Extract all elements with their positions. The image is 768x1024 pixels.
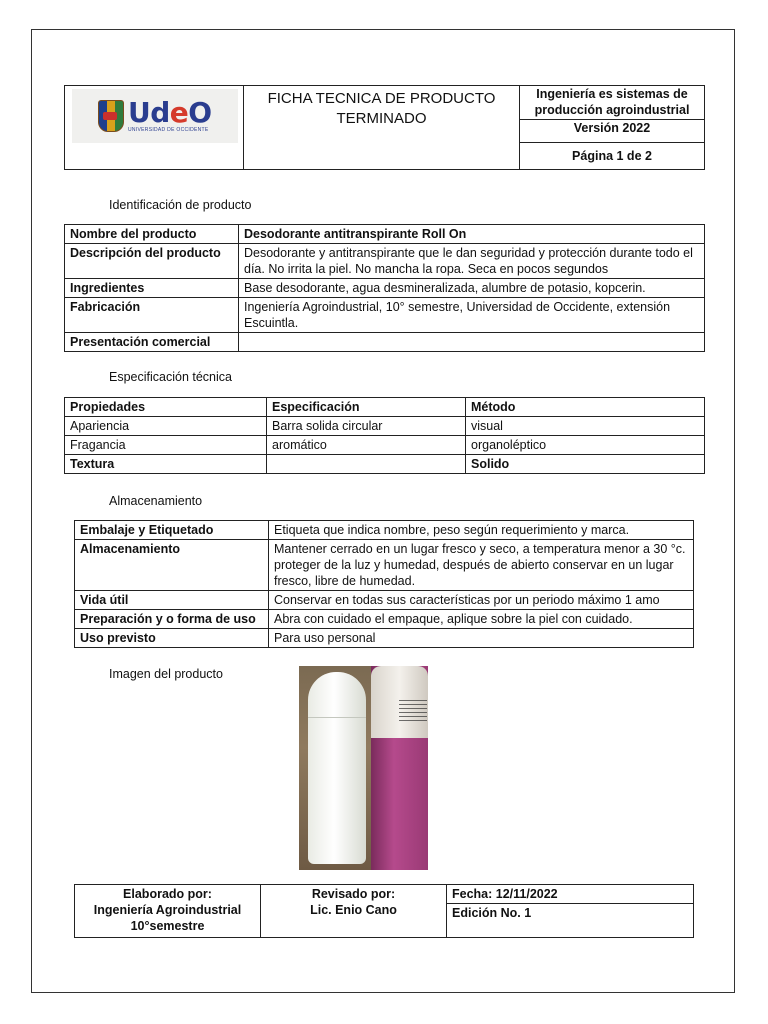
department-cell	[520, 86, 705, 120]
table-cell	[267, 455, 466, 474]
column-header: Propiedades	[65, 398, 267, 417]
revisado-name: Lic. Enio Cano	[310, 903, 397, 917]
row-key: Presentación comercial	[65, 333, 239, 352]
elaborado-cell	[75, 885, 261, 938]
revisado-cell	[261, 885, 447, 938]
table-row	[75, 591, 694, 610]
title-line-1: FICHA TECNICA DE PRODUCTO	[267, 90, 496, 107]
row-value: Mantener cerrado en un lugar fresco y seco, a temperatura menor a 30 °c. proteger de la luz y humedad, después de abierto conservar en un lugar fresco, libre de humedad.	[269, 540, 694, 591]
table-row	[65, 298, 705, 333]
row-key: Uso previsto	[75, 629, 269, 648]
row-key: Ingredientes	[65, 279, 239, 298]
row-key: Descripción del producto	[65, 244, 239, 279]
row-value: Etiqueta que indica nombre, peso según requerimiento y marca.	[269, 521, 694, 540]
row-key: Almacenamiento	[75, 540, 269, 591]
table-row	[75, 629, 694, 648]
row-value: Desodorante y antitranspirante que le dan seguridad y protección durante todo el día. No irrita la piel. No mancha la ropa. Seca en pocos segundos	[239, 244, 705, 279]
table-cell: Solido	[466, 455, 705, 474]
column-header: Especificación	[267, 398, 466, 417]
table-row	[65, 436, 705, 455]
technical-heading: Especificación técnica	[109, 370, 232, 384]
technical-table	[64, 397, 705, 474]
table-row	[75, 610, 694, 629]
table-header-row	[65, 398, 705, 417]
table-cell: aromático	[267, 436, 466, 455]
image-heading: Imagen del producto	[109, 667, 223, 681]
department-line-1: Ingeniería es sistemas de	[536, 87, 688, 101]
row-value: Para uso personal	[269, 629, 694, 648]
table-cell: organoléptico	[466, 436, 705, 455]
row-key: Preparación y o forma de uso	[75, 610, 269, 629]
document-title	[244, 86, 520, 170]
row-value: Base desodorante, agua desmineralizada, alumbre de potasio, kopcerin.	[239, 279, 705, 298]
table-cell: Fragancia	[65, 436, 267, 455]
row-value: Ingeniería Agroindustrial, 10° semestre, Universidad de Occidente, extensión Escuintla.	[239, 298, 705, 333]
logo-wordmark: UdeO	[128, 96, 212, 129]
signature-table	[74, 884, 694, 938]
row-key: Fabricación	[65, 298, 239, 333]
table-row	[75, 540, 694, 591]
row-key: Nombre del producto	[65, 225, 239, 244]
roll-on-bottle	[308, 672, 366, 864]
table-row	[65, 333, 705, 352]
row-value: Desodorante antitranspirante Roll On	[239, 225, 705, 244]
table-row	[65, 244, 705, 279]
row-value: Conservar en todas sus características por un periodo máximo 1 amo	[269, 591, 694, 610]
identification-table	[64, 224, 705, 352]
column-header: Método	[466, 398, 705, 417]
row-key: Embalaje y Etiquetado	[75, 521, 269, 540]
department-line-2: producción agroindustrial	[534, 103, 690, 117]
udeo-logo	[72, 89, 238, 143]
title-line-2: TERMINADO	[336, 110, 427, 127]
logo-subtitle: UNIVERSIDAD DE OCCIDENTE	[128, 127, 209, 133]
page-number: Página 1 de 2	[520, 143, 705, 170]
version-label: Versión 2022	[520, 120, 705, 143]
elaborado-line-1: Ingeniería Agroindustrial	[93, 903, 242, 917]
row-value: Abra con cuidado el empaque, aplique sobre la piel con cuidado.	[269, 610, 694, 629]
table-cell: Apariencia	[65, 417, 267, 436]
table-row	[65, 225, 705, 244]
elaborado-line-2: 10°semestre	[130, 919, 205, 933]
revisado-label: Revisado por:	[311, 887, 396, 901]
date-field: Fecha: 12/11/2022	[447, 885, 694, 904]
table-row	[65, 455, 705, 474]
storage-table	[74, 520, 694, 648]
table-cell: Textura	[65, 455, 267, 474]
storage-heading: Almacenamiento	[109, 494, 203, 508]
table-row	[65, 417, 705, 436]
table-row	[65, 279, 705, 298]
identification-heading: Identificación de producto	[109, 198, 252, 212]
pink-can	[371, 666, 428, 870]
elaborado-label: Elaborado por:	[123, 887, 212, 901]
row-key: Vida útil	[75, 591, 269, 610]
university-shield-icon	[98, 100, 124, 132]
table-cell: visual	[466, 417, 705, 436]
table-row	[75, 521, 694, 540]
product-photo	[299, 666, 428, 870]
row-value	[239, 333, 705, 352]
table-cell: Barra solida circular	[267, 417, 466, 436]
edition-field: Edición No. 1	[447, 904, 694, 938]
